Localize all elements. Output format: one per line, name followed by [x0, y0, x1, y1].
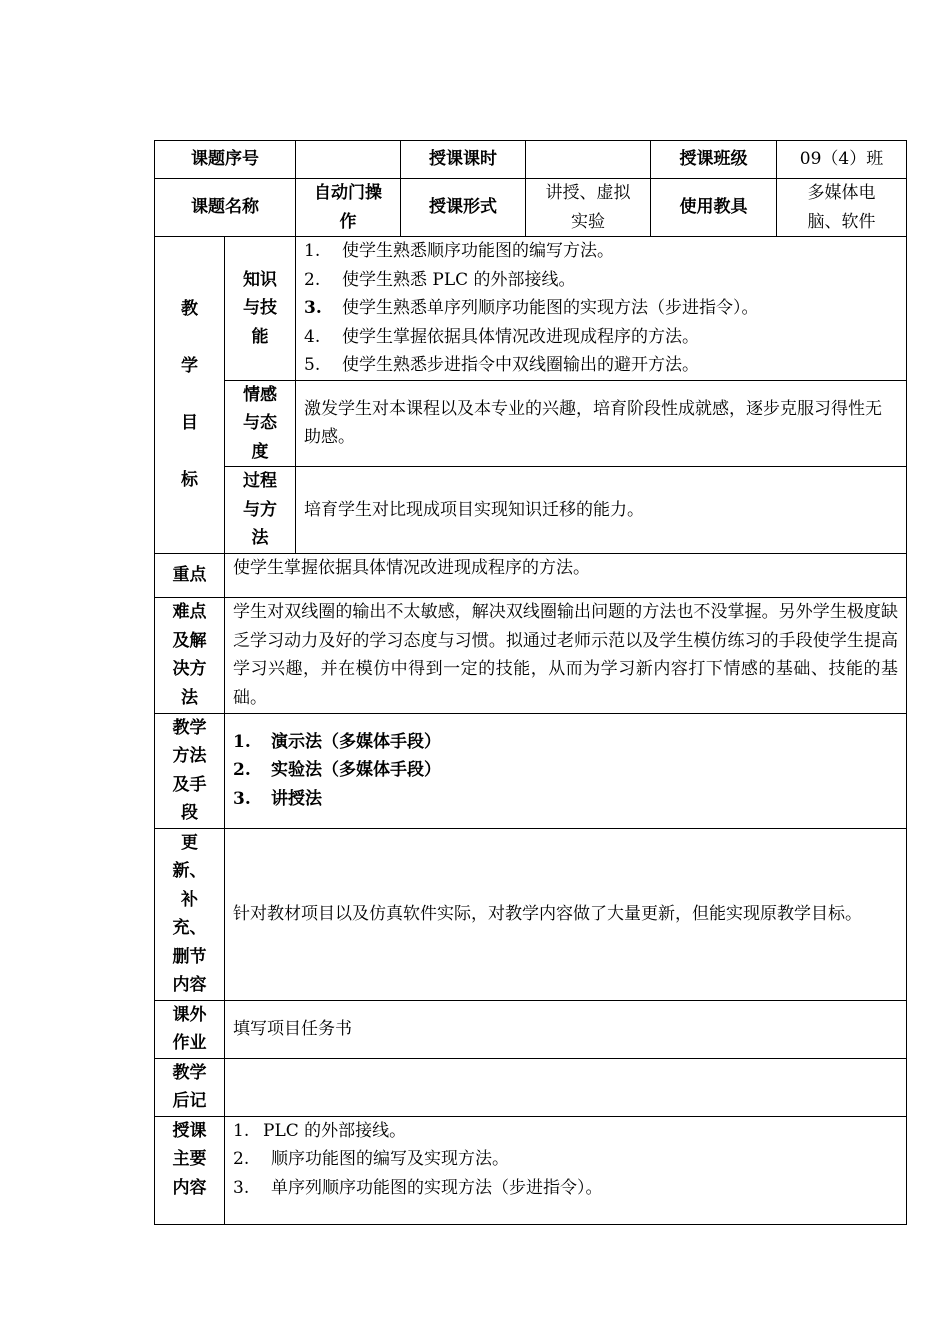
- process-text: 培育学生对比现成项目实现知识迁移的能力。: [296, 467, 907, 554]
- list-item: [304, 294, 898, 323]
- item-text: 讲授法: [271, 788, 322, 809]
- homework-text: 填写项目任务书: [225, 1000, 907, 1058]
- methods-row: [155, 713, 907, 828]
- emotion-label: 情感与态度: [225, 380, 296, 467]
- item-text: 使学生熟悉步进指令中双线圈输出的避开方法。: [342, 355, 699, 375]
- item-text: 单序列顺序功能图的实现方法（步进指令）。: [271, 1177, 603, 1198]
- lesson-no-label: 课题序号: [155, 141, 296, 179]
- objectives-char: 标: [181, 469, 198, 490]
- item-number: 1.: [304, 241, 321, 261]
- item-number: 2.: [304, 269, 321, 290]
- item-number: 1.: [233, 731, 251, 752]
- main-content-list: [233, 1117, 898, 1203]
- key-point-text: 使学生掌握依据具体情况改进现成程序的方法。: [225, 553, 907, 597]
- hours-label: 授课课时: [401, 141, 526, 179]
- class-value: 09（4）班: [777, 141, 907, 179]
- knowledge-label: 知识与技能: [225, 237, 296, 381]
- lesson-plan-table: [154, 140, 907, 1225]
- item-number: 4.: [304, 326, 321, 347]
- main-content-row: [155, 1116, 907, 1224]
- list-item: [304, 266, 898, 295]
- lesson-no-value: [296, 141, 401, 179]
- hours-value: [526, 141, 651, 179]
- item-text: 使学生掌握依据具体情况改进现成程序的方法。: [342, 326, 699, 347]
- objectives-emotion-row: [155, 380, 907, 467]
- form-value: 讲授、虚拟实验: [526, 179, 651, 237]
- list-item: [304, 323, 898, 352]
- list-item: [304, 351, 898, 380]
- list-item: [233, 1117, 898, 1146]
- afterword-label: 教学后记: [155, 1058, 225, 1116]
- class-label: 授课班级: [651, 141, 777, 179]
- objectives-char: 教: [181, 298, 198, 319]
- header-row-2: [155, 179, 907, 237]
- item-number: 3.: [304, 298, 322, 318]
- header-row-1: [155, 141, 907, 179]
- homework-label: 课外作业: [155, 1000, 225, 1058]
- tools-label: 使用教具: [651, 179, 777, 237]
- methods-label: 教学方法及手段: [155, 713, 225, 828]
- knowledge-content: [296, 237, 907, 381]
- list-item: [233, 1145, 898, 1174]
- list-item: [233, 728, 898, 757]
- item-number: 1.: [233, 1120, 250, 1141]
- item-text: 实验法（多媒体手段）: [271, 760, 441, 781]
- updates-text: 针对教材项目以及仿真软件实际，对教学内容做了大量更新，但能实现原教学目标。: [225, 828, 907, 1000]
- methods-list: [233, 728, 898, 814]
- title-value: 自动门操作: [296, 179, 401, 237]
- key-point-row: [155, 553, 907, 597]
- emotion-text: 激发学生对本课程以及本专业的兴趣，培育阶段性成就感，逐步克服习得性无助感。: [296, 380, 907, 467]
- item-text: 使学生熟悉顺序功能图的编写方法。: [342, 241, 614, 261]
- difficulty-row: [155, 597, 907, 713]
- item-number: 2.: [233, 760, 251, 781]
- afterword-row: [155, 1058, 907, 1116]
- difficulty-text: 学生对双线圈的输出不太敏感，解决双线圈输出问题的方法也不没掌握。另外学生极度缺乏学习动力及好的学习态度与习惯。拟通过老师示范以及学生模仿练习的手段使学生提高学习兴趣，并在模仿中得到一定的技能，从而为学习新内容打下情感的基础、技能的基础。: [225, 597, 907, 713]
- list-item: [304, 237, 898, 266]
- objectives-label: [155, 237, 225, 554]
- main-content-content: [225, 1116, 907, 1224]
- knowledge-list: [304, 237, 898, 380]
- list-item: [233, 756, 898, 785]
- afterword-text: [225, 1058, 907, 1116]
- objectives-char: 学: [181, 355, 198, 376]
- methods-content: [225, 713, 907, 828]
- item-number: 2.: [233, 1149, 250, 1169]
- item-text: 使学生熟悉 PLC 的外部接线。: [342, 269, 576, 290]
- item-text: 演示法（多媒体手段）: [271, 731, 441, 752]
- main-content-label: 授课主要内容: [155, 1116, 225, 1224]
- item-text: 顺序功能图的编写及实现方法。: [271, 1149, 509, 1169]
- list-item: [233, 1174, 898, 1203]
- objectives-knowledge-row: [155, 237, 907, 381]
- list-item: [233, 785, 898, 814]
- updates-label: 更新、补充、删节内容: [155, 828, 225, 1000]
- objectives-char: 目: [181, 412, 198, 433]
- form-label: 授课形式: [401, 179, 526, 237]
- updates-row: [155, 828, 907, 1000]
- title-label: 课题名称: [155, 179, 296, 237]
- item-number: 3.: [233, 788, 251, 809]
- item-number: 3.: [233, 1177, 250, 1198]
- tools-value: 多媒体电脑、软件: [777, 179, 907, 237]
- objectives-process-row: [155, 467, 907, 554]
- item-text: 使学生熟悉单序列顺序功能图的实现方法（步进指令）。: [342, 298, 759, 318]
- homework-row: [155, 1000, 907, 1058]
- item-number: 5.: [304, 355, 321, 375]
- process-label: 过程与方法: [225, 467, 296, 554]
- key-point-label: 重点: [155, 553, 225, 597]
- item-text: PLC 的外部接线。: [263, 1120, 407, 1141]
- difficulty-label: 难点及解决方法: [155, 597, 225, 713]
